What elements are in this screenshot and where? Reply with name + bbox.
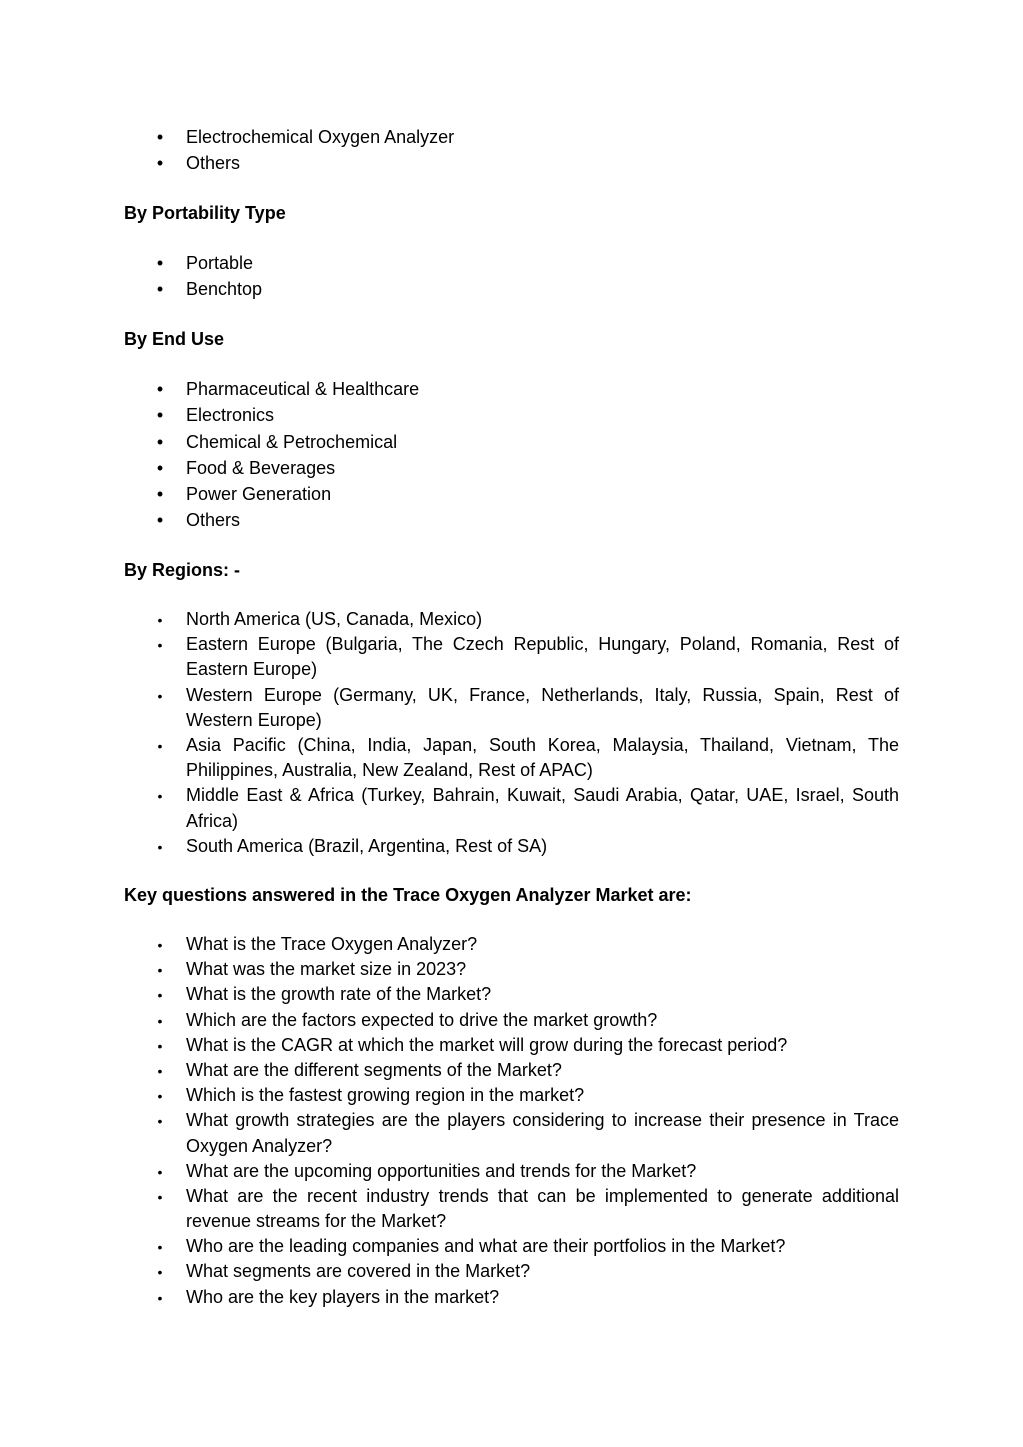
list-item — [124, 1108, 899, 1158]
bullet-icon: • — [156, 379, 164, 399]
questions-heading: Key questions answered in the Trace Oxygen Analyzer Market are: — [124, 885, 692, 905]
list-item-text: Food & Beverages — [186, 457, 336, 478]
list-item — [124, 834, 899, 859]
list-item-text: What are the recent industry trends that can be implemented to generate additional revenue streams for the Market? — [186, 1185, 899, 1232]
list-item — [124, 607, 899, 632]
bullet-icon: • — [157, 637, 163, 654]
questions-list — [124, 932, 899, 1310]
list-item — [124, 151, 899, 177]
list-item — [124, 1008, 899, 1033]
list-item — [124, 1058, 899, 1083]
list-item — [124, 783, 899, 833]
bullet-icon: • — [157, 1289, 163, 1306]
list-item-text: Asia Pacific (China, India, Japan, South Korea, Malaysia, Thailand, Vietnam, The Philippines, Australia, New Zealand, Rest of APAC) — [186, 734, 899, 781]
bullet-icon: • — [156, 279, 164, 300]
list-item-text: Which are the factors expected to drive the market growth? — [186, 1009, 658, 1030]
list-item-text: Who are the key players in the market? — [186, 1286, 500, 1307]
bullet-icon: • — [156, 153, 164, 174]
list-item — [124, 683, 899, 733]
portability-list — [124, 251, 899, 304]
end-use-list — [124, 377, 899, 535]
list-item-text: What is the Trace Oxygen Analyzer? — [186, 934, 478, 954]
list-item — [124, 508, 899, 534]
list-item — [124, 1184, 899, 1234]
bullet-icon: • — [157, 788, 163, 805]
list-item-text: South America (Brazil, Argentina, Rest of SA) — [186, 835, 548, 856]
list-item — [124, 403, 899, 429]
list-item-text: Middle East & Africa (Turkey, Bahrain, Kuwait, Saudi Arabia, Qatar, UAE, Israel, South Africa) — [186, 785, 899, 831]
list-item-text: Electronics — [186, 405, 275, 426]
bullet-icon: • — [157, 962, 163, 979]
list-item-text: Chemical & Petrochemical — [186, 431, 398, 452]
bullet-icon: • — [157, 737, 163, 754]
bullet-icon: • — [157, 1012, 163, 1029]
bullet-icon: • — [157, 687, 163, 704]
list-item — [124, 125, 899, 151]
list-item-text: What was the market size in 2023? — [186, 959, 467, 980]
list-item-text: What are the different segments of the Market? — [186, 1059, 562, 1080]
list-item-text: Portable — [186, 253, 254, 273]
list-item-text: Who are the leading companies and what are their portfolios in the Market? — [186, 1236, 786, 1257]
bullet-icon: • — [157, 1239, 163, 1256]
bullet-icon: • — [156, 253, 164, 273]
bullet-icon: • — [157, 1188, 163, 1205]
list-item — [124, 251, 899, 277]
list-item — [124, 277, 899, 303]
bullet-icon: • — [157, 1113, 163, 1130]
list-item — [124, 982, 899, 1007]
list-item — [124, 632, 899, 682]
regions-list — [124, 607, 899, 859]
list-item-text: What growth strategies are the players considering to increase their presence in Trace Oxygen Analyzer? — [186, 1110, 899, 1156]
bullet-icon: • — [156, 510, 164, 531]
list-item-text: What is the CAGR at which the market will grow during the forecast period? — [186, 1034, 788, 1055]
bullet-icon: • — [157, 1062, 163, 1079]
bullet-icon: • — [157, 1264, 163, 1281]
list-item — [124, 377, 899, 403]
bullet-icon: • — [157, 1088, 163, 1105]
analyzer-type-list — [124, 125, 899, 178]
bullet-icon: • — [156, 127, 164, 147]
portability-heading: By Portability Type — [124, 203, 286, 223]
list-item-text: What is the growth rate of the Market? — [186, 984, 492, 1005]
bullet-icon: • — [156, 484, 164, 505]
bullet-icon: • — [157, 838, 163, 855]
bullet-icon: • — [156, 431, 164, 452]
list-item-text: Others — [186, 510, 241, 531]
list-item — [124, 1159, 899, 1184]
list-item-text: Benchtop — [186, 279, 263, 300]
list-item-text: Power Generation — [186, 484, 332, 505]
list-item — [124, 482, 899, 508]
list-item — [124, 1083, 899, 1108]
list-item-text: Western Europe (Germany, UK, France, Netherlands, Italy, Russia, Spain, Rest of Western Europe) — [186, 684, 899, 730]
bullet-icon: • — [156, 405, 164, 426]
bullet-icon: • — [157, 1037, 163, 1054]
list-item — [124, 932, 899, 957]
list-item — [124, 1259, 899, 1284]
end-use-heading: By End Use — [124, 329, 225, 349]
list-item — [124, 430, 899, 456]
regions-heading: By Regions: - — [124, 560, 241, 580]
bullet-icon: • — [157, 612, 163, 628]
list-item-text: Which is the fastest growing region in the market? — [186, 1085, 585, 1106]
bullet-icon: • — [157, 1163, 163, 1180]
list-item-text: What are the upcoming opportunities and trends for the Market? — [186, 1160, 697, 1181]
list-item-text: What segments are covered in the Market? — [186, 1261, 531, 1282]
list-item — [124, 1033, 899, 1058]
list-item-text: Electrochemical Oxygen Analyzer — [186, 127, 455, 147]
bullet-icon: • — [157, 937, 163, 953]
list-item — [124, 1285, 899, 1310]
bullet-icon: • — [156, 457, 164, 478]
list-item-text: Eastern Europe (Bulgaria, The Czech Republic, Hungary, Poland, Romania, Rest of Eastern Europe) — [186, 634, 899, 680]
list-item-text: North America (US, Canada, Mexico) — [186, 609, 483, 629]
list-item — [124, 1234, 899, 1259]
list-item-text: Others — [186, 153, 241, 174]
list-item-text: Pharmaceutical & Healthcare — [186, 379, 420, 399]
list-item — [124, 456, 899, 482]
bullet-icon: • — [157, 987, 163, 1004]
list-item — [124, 733, 899, 783]
list-item — [124, 957, 899, 982]
